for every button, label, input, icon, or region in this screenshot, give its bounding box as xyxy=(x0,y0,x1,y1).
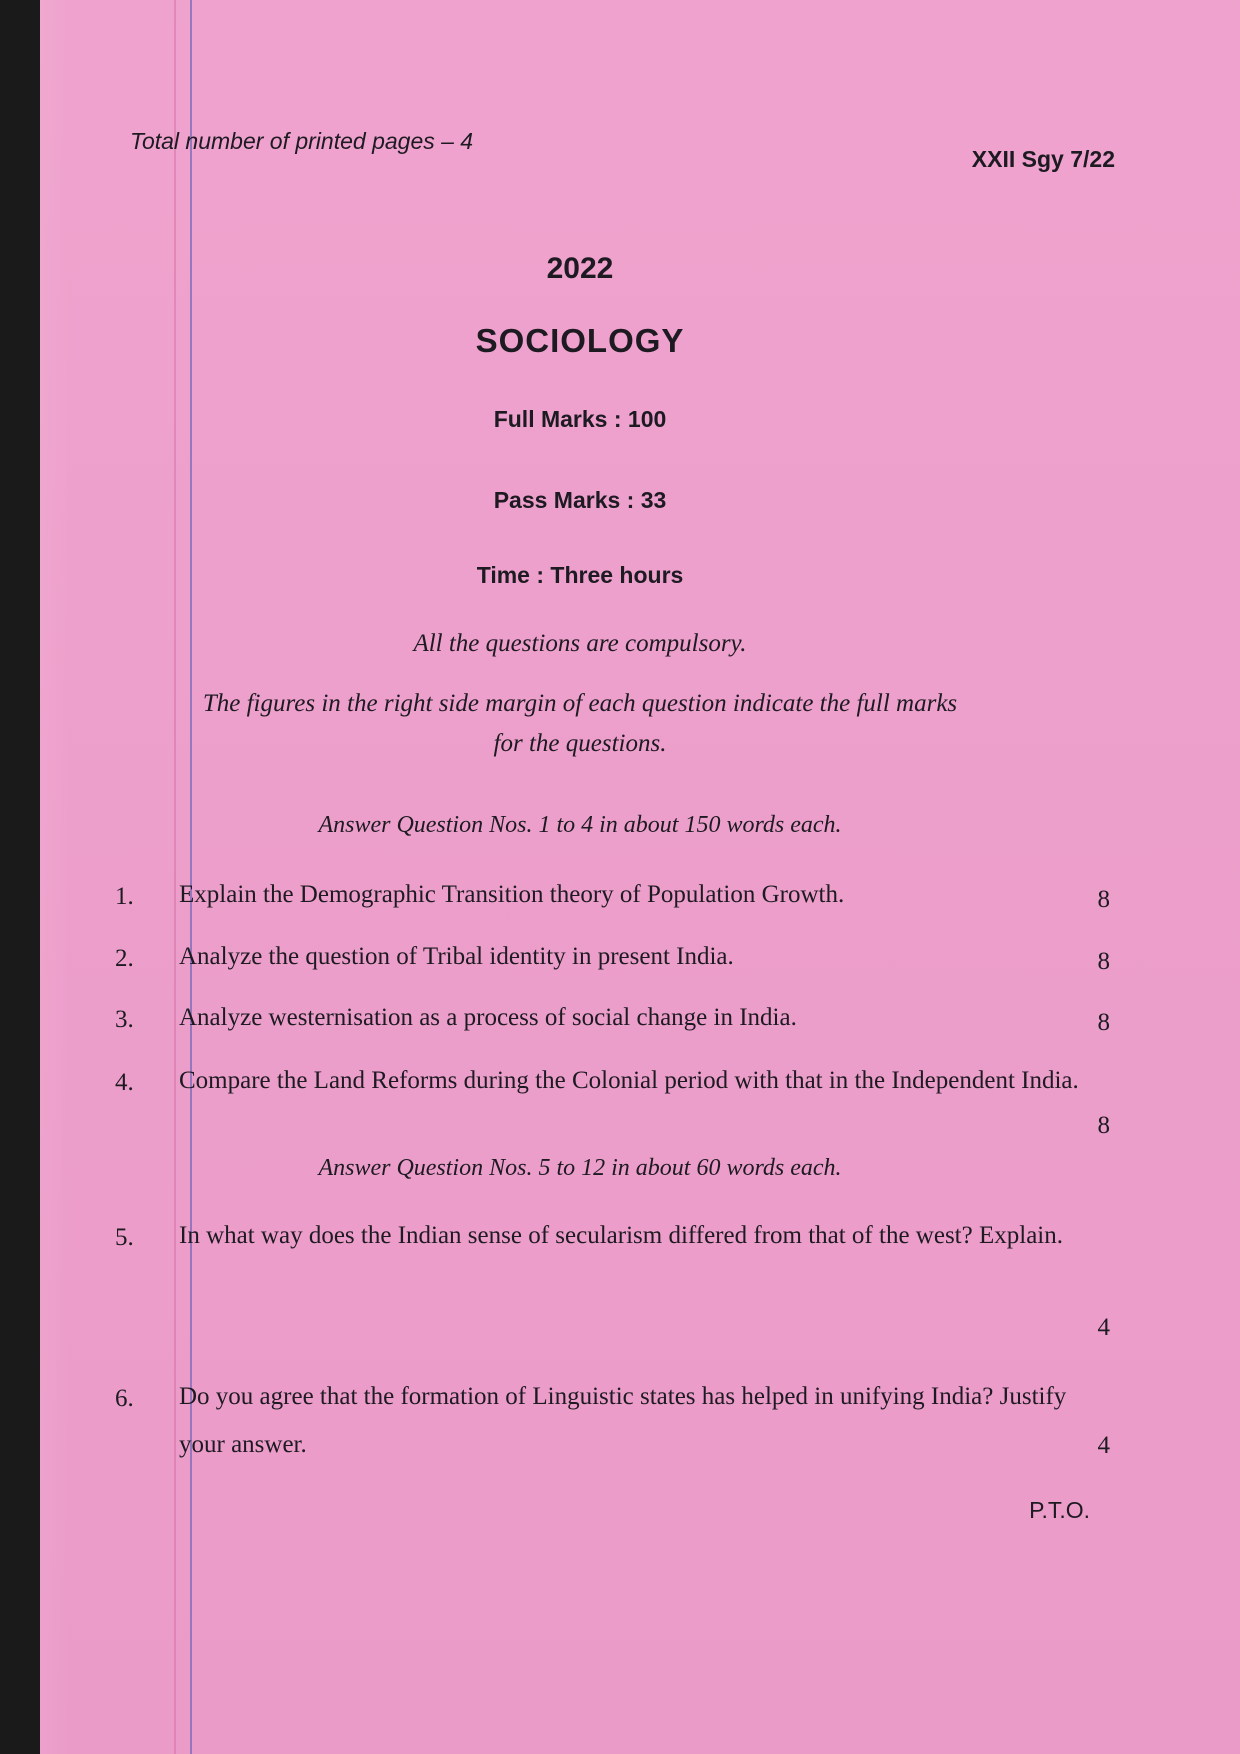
exam-paper xyxy=(40,0,1240,1754)
question-marks: 8 xyxy=(1097,1112,1110,1139)
please-turn-over: P.T.O. xyxy=(1029,1497,1090,1523)
question-marks: 8 xyxy=(1097,1009,1110,1036)
section-b-heading: Answer Question Nos. 5 to 12 in about 60 words each. xyxy=(318,1155,842,1181)
pass-marks: Pass Marks : 33 xyxy=(493,487,667,513)
question-number: 1. xyxy=(115,883,134,910)
question-text: Analyze westernisation as a process of social change in India. xyxy=(179,1004,797,1031)
question-number: 2. xyxy=(115,945,134,972)
question-marks: 4 xyxy=(1097,1314,1110,1341)
section-a-heading: Answer Question Nos. 1 to 4 in about 150 words each. xyxy=(318,812,842,838)
full-marks: Full Marks : 100 xyxy=(493,406,667,432)
question-text: Compare the Land Reforms during the Colonial period with that in the Independent India. xyxy=(179,1067,1079,1094)
exam-subject: SOCIOLOGY xyxy=(475,322,685,359)
question-text: Analyze the question of Tribal identity in present India. xyxy=(179,943,734,970)
question-number: 5. xyxy=(115,1224,134,1251)
question-marks: 8 xyxy=(1097,948,1110,975)
exam-year: 2022 xyxy=(546,252,614,285)
question-marks: 8 xyxy=(1097,886,1110,913)
instruction-compulsory: All the questions are compulsory. xyxy=(413,630,747,657)
question-text: Explain the Demographic Transition theory of Population Growth. xyxy=(179,881,845,908)
question-text: In what way does the Indian sense of secularism differed from that of the west? Explain. xyxy=(179,1222,1063,1249)
paper-code: XXII Sgy 7/22 xyxy=(971,146,1115,172)
instruction-marks: The figures in the right side margin of each question indicate the full marks for the questions. xyxy=(202,690,958,757)
exam-time: Time : Three hours xyxy=(476,562,684,588)
question-number: 4. xyxy=(115,1069,134,1096)
printed-pages-note: Total number of printed pages – 4 xyxy=(130,128,474,154)
question-number: 6. xyxy=(115,1385,134,1412)
question-number: 3. xyxy=(115,1006,134,1033)
question-text: Do you agree that the formation of Linguistic states has helped in unifying India? Justify your answer. xyxy=(179,1383,1067,1458)
question-marks: 4 xyxy=(1097,1432,1110,1459)
